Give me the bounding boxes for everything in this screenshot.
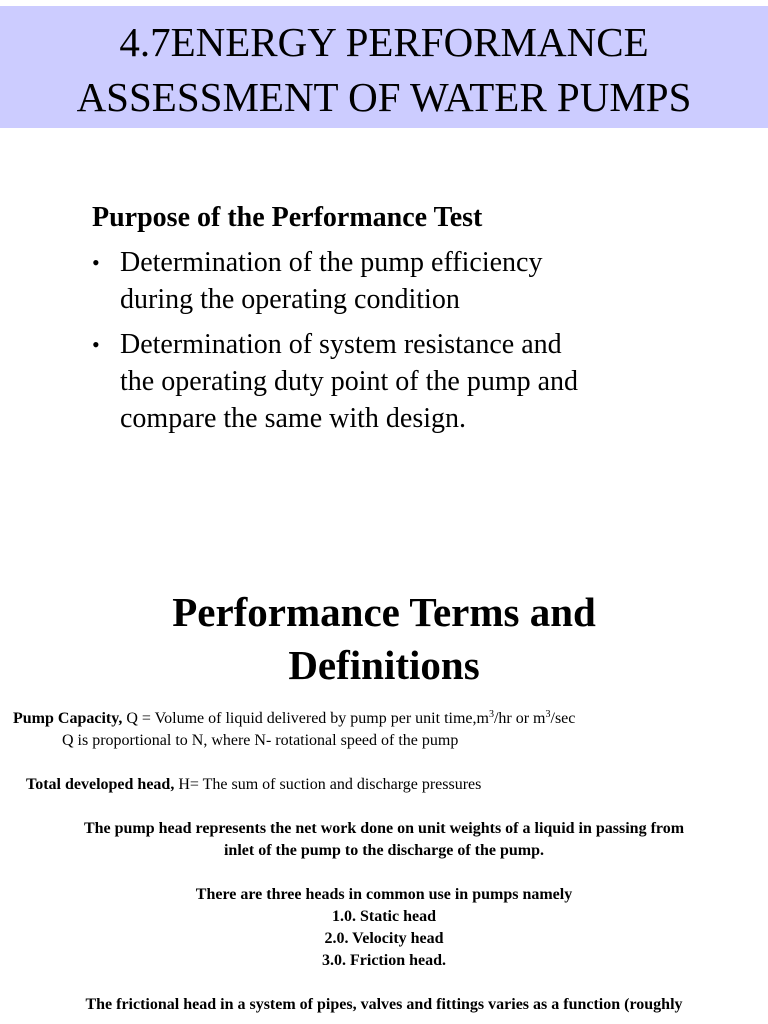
pump-capacity-text: /sec <box>550 710 576 727</box>
bullet-marker: • <box>92 332 100 357</box>
bullet-text-line: Determination of system resistance and <box>120 329 562 360</box>
head-item-static: 1.0. Static head <box>332 908 436 925</box>
total-head-definition <box>0 774 768 796</box>
capacity-proportional-note: Q is proportional to N, where N- rotational speed of the pump <box>62 732 459 749</box>
terms-title-line-2: Definitions <box>288 642 480 688</box>
purpose-bullet <box>92 326 732 437</box>
slide-title-band <box>0 6 768 128</box>
pump-head-statement-line-2: inlet of the pump to the discharge of the pump. <box>223 842 544 859</box>
terms-title-line-1: Performance Terms and <box>172 589 596 635</box>
bullet-text-line: the operating duty point of the pump and <box>120 366 579 397</box>
purpose-bullet <box>92 244 732 318</box>
total-head-text: H= The sum of suction and discharge pressures <box>174 776 482 793</box>
purpose-heading: Purpose of the Performance Test <box>92 202 483 233</box>
frictional-head-statement-line-1: The frictional head in a system of pipes, valves and fittings varies as a function (roughly <box>85 996 683 1013</box>
pump-capacity-text: Q = Volume of liquid delivered by pump per unit time,m <box>122 710 489 727</box>
total-head-term: Total developed head, <box>26 776 175 793</box>
purpose-section <box>92 200 732 445</box>
pump-capacity-definition <box>0 708 768 730</box>
superscript-3: 3 <box>545 709 551 720</box>
slide-title-line-1: 4.7ENERGY PERFORMANCE <box>119 19 649 65</box>
slide-title-line-2: ASSESSMENT OF WATER PUMPS <box>76 74 692 120</box>
bullet-marker: • <box>92 250 100 275</box>
superscript-3: 3 <box>488 709 494 720</box>
purpose-bullet-list <box>92 244 732 437</box>
terms-title <box>0 586 768 692</box>
definitions-section <box>0 708 768 1016</box>
head-item-friction: 3.0. Friction head. <box>322 952 446 969</box>
three-heads-intro: There are three heads in common use in pumps namely <box>195 886 573 903</box>
head-item-velocity: 2.0. Velocity head <box>324 930 444 947</box>
bullet-text-line: Determination of the pump efficiency <box>120 247 543 278</box>
bullet-text-line: compare the same with design. <box>120 403 467 434</box>
bullet-text-line: during the operating condition <box>120 284 460 315</box>
pump-capacity-text: /hr or m <box>493 710 546 727</box>
pump-capacity-term: Pump Capacity, <box>13 710 123 727</box>
pump-head-statement-line-1: The pump head represents the net work done on unit weights of a liquid in passing from <box>83 820 685 837</box>
